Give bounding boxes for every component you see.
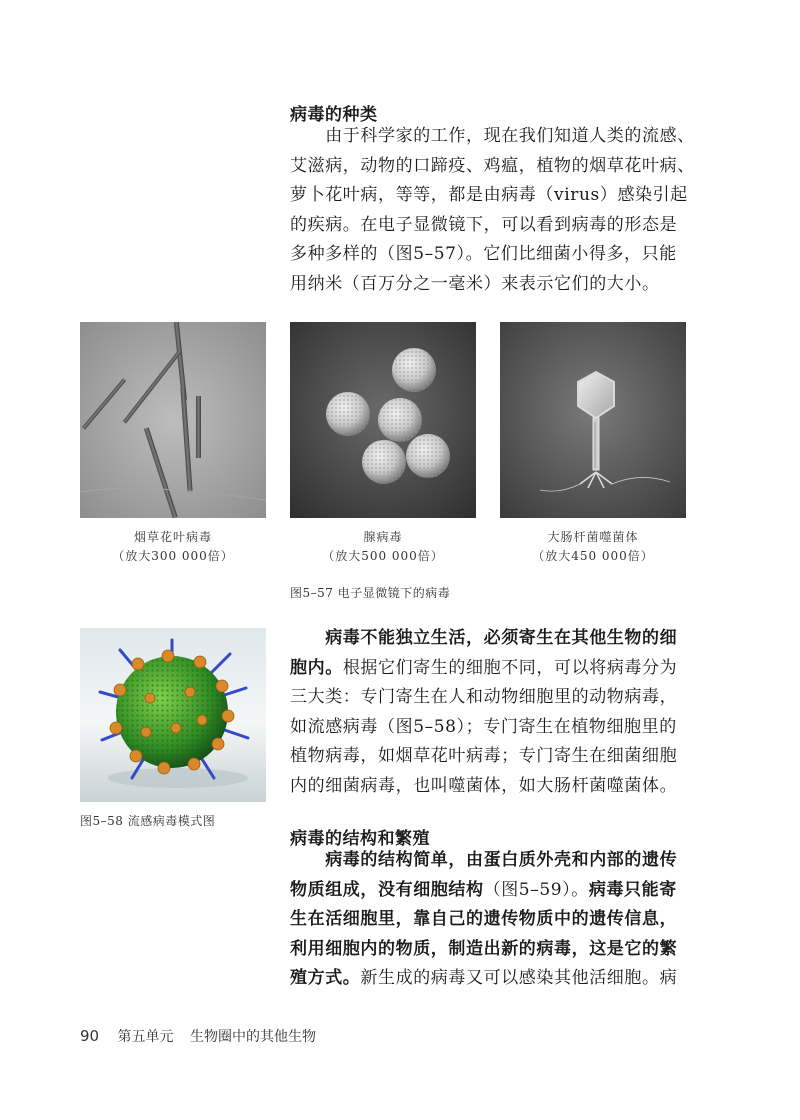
paragraph-virus-parasitism [290,624,700,801]
text-line [290,905,700,935]
text-line [290,742,700,772]
figure-5-58-caption: 图5–58 流感病毒模式图 [80,814,216,828]
text-line [290,683,700,713]
bold-text: 病毒只能寄 [588,879,677,900]
adenovirus-micrograph [290,322,476,518]
page-footer [80,1026,316,1046]
normal-text: （图5–59）。 [483,879,589,900]
caption-bacteriophage-magnification: （放大450 000倍） [532,549,654,563]
bold-text: 利用细胞内的物质，制造出新的病毒，这是它的繁 [290,938,678,959]
text-line [290,964,700,994]
text-line [290,624,700,654]
text-line [290,654,700,684]
influenza-virus-model-image [80,628,266,802]
text-line: 用纳米（百万分之一毫米）来表示它们的大小。 [290,273,660,294]
text-line: 萝卜花叶病，等等，都是由病毒（virus）感染引起 [290,185,688,205]
paragraph-virus-structure [290,846,700,994]
caption-adenovirus-magnification: （放大500 000倍） [322,549,444,563]
text-line: 多种多样的（图5–57）。它们比细菌小得多，只能 [290,244,677,264]
caption-tmv-name: 烟草花叶病毒 [133,530,212,544]
text-line: 由于科学家的工作，现在我们知道人类的流感、 [290,126,695,146]
bold-text: 胞内。 [290,657,343,678]
bold-text: 物质组成，没有细胞结构 [290,879,484,900]
text-line [290,713,700,743]
section-heading-virus-types: 病毒的种类 [290,105,378,125]
caption-bacteriophage [500,528,686,566]
normal-text: 内的细菌病毒，也叫噬菌体，如大肠杆菌噬菌体。 [290,775,678,796]
caption-adenovirus-name: 腺病毒 [363,530,403,544]
text-line [290,846,700,876]
caption-bacteriophage-name: 大肠杆菌噬菌体 [547,530,639,544]
bold-text: 病毒的结构简单，由蛋白质外壳和内部的遗传 [290,850,678,870]
normal-text: 根据它们寄生的细胞不同，可以将病毒分为 [342,657,678,678]
figure-5-57-caption: 图5–57 电子显微镜下的病毒 [290,586,451,600]
text-line [290,935,700,965]
text-line: 的疾病。在电子显微镜下，可以看到病毒的形态是 [290,214,678,235]
caption-adenovirus [290,528,476,566]
paragraph-virus-types [290,122,695,299]
text-line [290,876,700,906]
text-line [290,772,700,802]
chapter-title: 生物圈中的其他生物 [190,1029,316,1045]
section-heading-virus-structure: 病毒的结构和繁殖 [290,829,430,849]
normal-text: 三大类：专门寄生在人和动物细胞里的动物病毒， [290,687,678,707]
bold-text: 殖方式。 [290,968,361,988]
caption-tmv [80,528,266,566]
page-number: 90 [80,1027,100,1045]
caption-tmv-magnification: （放大300 000倍） [112,549,234,563]
normal-text: 如流感病毒（图5–58）；专门寄生在植物细胞里的 [290,716,677,737]
text-line: 艾滋病，动物的口蹄疫、鸡瘟，植物的烟草花叶病、 [290,155,695,176]
unit-label: 第五单元 [117,1029,174,1045]
bacteriophage-micrograph [500,322,686,518]
normal-text: 植物病毒，如烟草花叶病毒；专门寄生在细菌细胞 [290,746,678,766]
bold-text: 生在活细胞里，靠自己的遗传物质中的遗传信息， [290,909,678,929]
tobacco-mosaic-virus-micrograph [80,322,266,518]
normal-text: 新生成的病毒又可以感染其他活细胞。病 [360,968,678,988]
bold-text: 病毒不能独立生活，必须寄生在其他生物的细 [290,628,678,648]
